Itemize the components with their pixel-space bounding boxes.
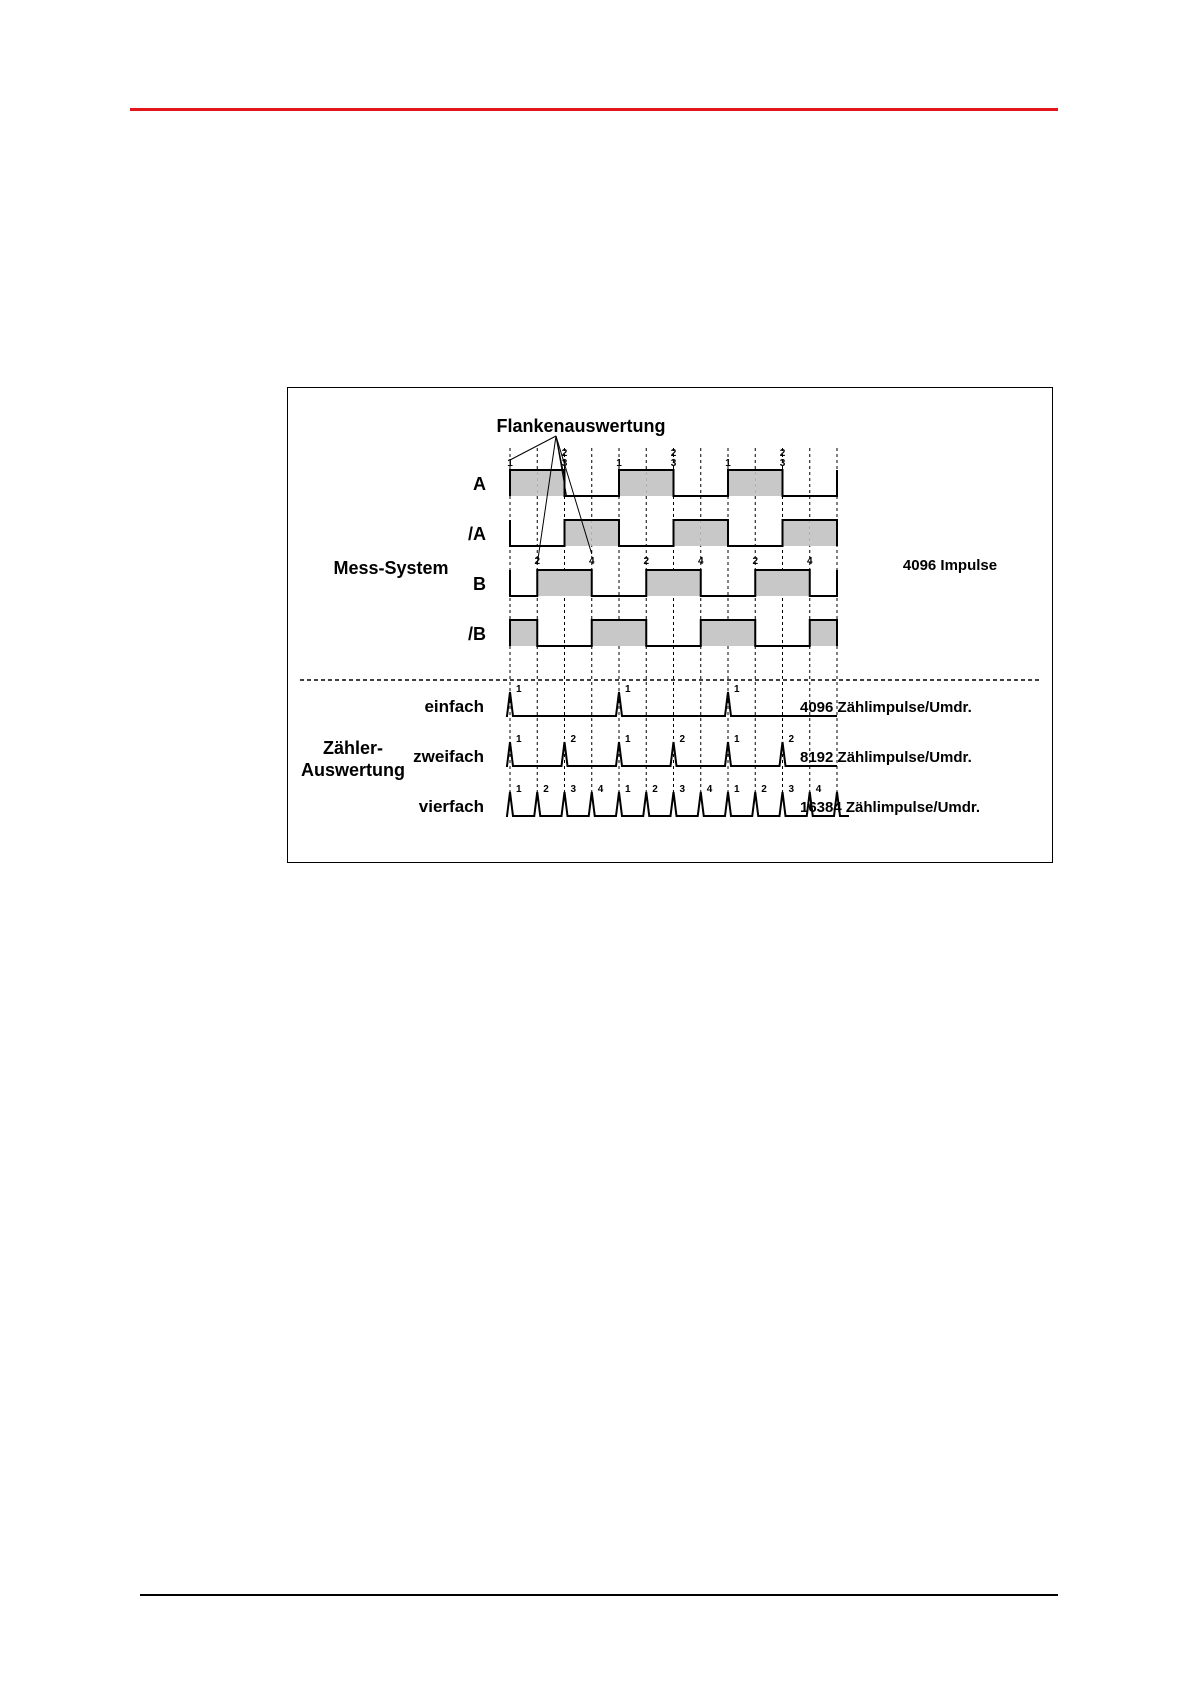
high-level-fill: [592, 520, 619, 546]
pulse-number: 1: [516, 784, 522, 795]
high-level-fill: [510, 620, 537, 646]
high-level-fill: [783, 570, 810, 596]
footer-rule: [140, 1594, 1058, 1596]
high-level-fill: [728, 620, 755, 646]
high-level-fill: [619, 620, 646, 646]
high-level-fill: [592, 620, 619, 646]
evaluation-label: zweifach: [413, 747, 484, 766]
edge-number: 4: [697, 556, 704, 567]
pulse-number: 1: [516, 734, 522, 745]
edge-number: 2: [670, 448, 677, 459]
edge-number: 3: [779, 458, 786, 469]
pulse-number: 2: [788, 734, 795, 745]
high-level-fill: [810, 520, 837, 546]
pulse-number: 2: [543, 784, 549, 795]
mess-system-label: Mess-System: [333, 558, 449, 578]
high-level-fill: [510, 470, 537, 496]
pulse-number: 1: [734, 684, 740, 695]
pulse-number: 3: [788, 784, 795, 795]
edge-pointer-line: [537, 436, 556, 564]
edge-number: 1: [507, 458, 513, 469]
count-traces: [413, 684, 980, 816]
diagram-canvas: [288, 388, 1052, 862]
edge-pointer-line: [510, 436, 556, 460]
edge-number: 1: [616, 458, 622, 469]
pulse-number: 1: [625, 684, 631, 695]
signal-label: /B: [468, 624, 486, 644]
high-level-fill: [755, 570, 782, 596]
pulse-number: 4: [815, 784, 822, 795]
zaehler-label-line1: Zähler-: [322, 738, 384, 758]
pulse-number: 1: [734, 784, 740, 795]
pulse-number: 2: [761, 784, 767, 795]
evaluation-label: vierfach: [418, 797, 484, 816]
signal-label: /A: [468, 524, 486, 544]
pulse-number: 1: [625, 734, 631, 745]
pulse-number: 1: [734, 734, 740, 745]
header-rule: [130, 108, 1058, 111]
edge-number: 4: [806, 556, 813, 567]
pulse-number: 2: [679, 734, 686, 745]
pulse-number: 1: [516, 684, 522, 695]
edge-number: 2: [779, 448, 786, 459]
evaluation-label: einfach: [424, 697, 484, 716]
edge-number: 4: [588, 556, 595, 567]
count-trace: [507, 692, 837, 716]
evaluation-result: 8192 Zählimpulse/Umdr.: [800, 749, 972, 766]
edge-number: 2: [643, 556, 650, 567]
diagram-title: Flankenauswertung: [496, 416, 666, 436]
high-level-fill: [537, 570, 564, 596]
signal-label: A: [473, 474, 486, 494]
high-level-fill: [701, 520, 728, 546]
high-level-fill: [728, 470, 755, 496]
edge-number: 1: [725, 458, 731, 469]
count-trace: [507, 792, 849, 816]
high-level-fill: [674, 570, 701, 596]
high-level-fill: [646, 570, 673, 596]
edge-number: 2: [534, 556, 541, 567]
high-level-fill: [783, 520, 810, 546]
pulse-number: 4: [706, 784, 713, 795]
edge-number: 3: [670, 458, 677, 469]
pulse-number: 3: [679, 784, 686, 795]
pulse-number: 2: [652, 784, 658, 795]
high-level-fill: [674, 520, 701, 546]
high-level-fill: [565, 570, 592, 596]
signal-traces: [468, 448, 837, 646]
high-level-fill: [701, 620, 728, 646]
edge-number: 2: [561, 448, 568, 459]
high-level-fill: [755, 470, 782, 496]
encoder-signal-diagram: [287, 387, 1053, 863]
evaluation-result: 4096 Zählimpulse/Umdr.: [800, 699, 972, 716]
count-trace: [507, 742, 837, 766]
pulse-number: 3: [570, 784, 577, 795]
signal-result: 4096 Impulse: [902, 557, 998, 574]
pulse-number: 1: [625, 784, 631, 795]
high-level-fill: [810, 620, 837, 646]
high-level-fill: [619, 470, 646, 496]
edge-number: 3: [561, 458, 568, 469]
zaehler-label-line2: Auswertung: [300, 760, 406, 780]
pulse-number: 4: [597, 784, 604, 795]
edge-number: 2: [752, 556, 759, 567]
signal-label: B: [473, 574, 486, 594]
pulse-number: 2: [570, 734, 577, 745]
high-level-fill: [646, 470, 673, 496]
evaluation-result: 16384 Zählimpulse/Umdr.: [800, 799, 981, 816]
